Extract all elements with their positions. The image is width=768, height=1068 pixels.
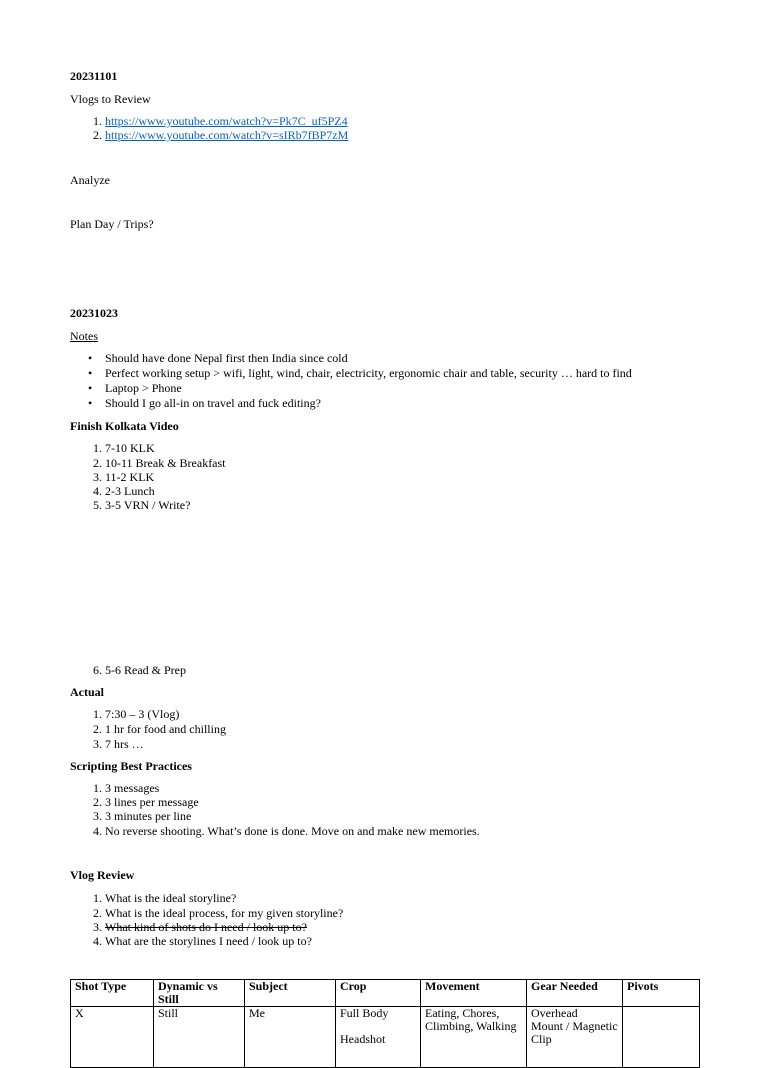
- analyze-text: Analyze: [70, 173, 110, 187]
- list-number: 2.: [93, 456, 102, 470]
- list-item: [93, 891, 237, 905]
- list-number: 1.: [93, 891, 102, 905]
- list-number: 2.: [93, 795, 102, 809]
- question-text: What is the ideal storyline?: [105, 891, 237, 905]
- vlog-review-heading: Vlog Review: [70, 868, 135, 882]
- gear-line: Overhead: [531, 1006, 578, 1020]
- practice-text: 3 lines per message: [105, 795, 199, 809]
- list-item: [93, 824, 480, 838]
- list-number: 3.: [93, 920, 102, 934]
- schedule-text: 5-6 Read & Prep: [105, 663, 186, 677]
- note-text: Perfect working setup > wifi, light, wind, chair, electricity, ergonomic chair and table, security … hard to find: [105, 366, 632, 380]
- cell-movement: [421, 1007, 527, 1068]
- list-number: 1.: [93, 707, 102, 721]
- list-item: [88, 396, 321, 410]
- bullet-icon: •: [88, 396, 93, 410]
- table-header-row: [71, 980, 700, 1007]
- schedule-text: 2-3 Lunch: [105, 484, 155, 498]
- question-text: What is the ideal process, for my given storyline?: [105, 906, 344, 920]
- movement-line: Climbing, Walking: [425, 1019, 517, 1033]
- list-number: 2.: [93, 906, 102, 920]
- list-number: 2.: [93, 128, 102, 142]
- list-item: [93, 737, 144, 751]
- vlogs-to-review-heading: Vlogs to Review: [70, 92, 151, 106]
- table-row: [71, 1007, 700, 1068]
- actual-text: 7:30 – 3 (Vlog): [105, 707, 180, 721]
- bullet-icon: •: [88, 351, 93, 365]
- list-item: [88, 381, 182, 395]
- schedule-text: 10-11 Break & Breakfast: [105, 456, 226, 470]
- list-number: 3.: [93, 737, 102, 751]
- cell-dynamic: Still: [154, 1007, 245, 1068]
- header-shot-type: Shot Type: [71, 980, 154, 1007]
- cell-crop: [336, 1007, 421, 1068]
- bullet-icon: •: [88, 366, 93, 380]
- list-number: 6.: [93, 663, 102, 677]
- crop-line: Headshot: [340, 1032, 386, 1046]
- question-text-struck: What kind of shots do I need / look up to?: [105, 920, 307, 934]
- schedule-text: 3-5 VRN / Write?: [105, 498, 191, 512]
- finish-kolkata-heading: Finish Kolkata Video: [70, 419, 179, 433]
- list-item: [93, 707, 180, 721]
- entry-date-20231101: 20231101: [70, 69, 118, 83]
- notes-heading: Notes: [70, 329, 98, 343]
- list-number: 1.: [93, 781, 102, 795]
- plan-day-text: Plan Day / Trips?: [70, 217, 154, 231]
- list-number: 3.: [93, 809, 102, 823]
- vlog-link-2[interactable]: https://www.youtube.com/watch?v=sIRb7fBP7zM: [105, 128, 349, 142]
- gear-line: Mount / Magnetic: [531, 1019, 618, 1033]
- cell-gear: [527, 1007, 623, 1068]
- list-item: [93, 934, 312, 948]
- list-item: [93, 795, 199, 809]
- question-text: What are the storylines I need / look up to?: [105, 934, 312, 948]
- entry-date-20231023: 20231023: [70, 306, 118, 320]
- list-number: 4.: [93, 484, 102, 498]
- header-movement: Movement: [421, 980, 527, 1007]
- list-item: [93, 484, 155, 498]
- cell-shot-type: X: [71, 1007, 154, 1068]
- list-number: 2.: [93, 722, 102, 736]
- list-number: 5.: [93, 498, 102, 512]
- list-item: [93, 722, 226, 736]
- list-number: 4.: [93, 934, 102, 948]
- header-gear-needed: Gear Needed: [527, 980, 623, 1007]
- list-item: [93, 114, 348, 128]
- list-item: [93, 441, 155, 455]
- actual-heading: Actual: [70, 685, 104, 699]
- gear-line: Clip: [531, 1032, 552, 1046]
- note-text: Laptop > Phone: [105, 381, 182, 395]
- note-text: Should have done Nepal first then India since cold: [105, 351, 348, 365]
- actual-text: 1 hr for food and chilling: [105, 722, 226, 736]
- practice-text: 3 messages: [105, 781, 160, 795]
- list-item: [93, 498, 191, 512]
- header-pivots: Pivots: [623, 980, 700, 1007]
- list-item: [93, 809, 192, 823]
- header-dynamic-vs-still: Dynamic vs Still: [154, 980, 245, 1007]
- cell-pivots: [623, 1007, 700, 1068]
- list-item: [93, 456, 226, 470]
- practice-text: No reverse shooting. What’s done is done. Move on and make new memories.: [105, 824, 480, 838]
- list-item: [93, 128, 349, 142]
- list-item: [93, 470, 155, 484]
- list-number: 3.: [93, 470, 102, 484]
- header-crop: Crop: [336, 980, 421, 1007]
- cell-subject: Me: [245, 1007, 336, 1068]
- list-number: 1.: [93, 114, 102, 128]
- practice-text: 3 minutes per line: [105, 809, 192, 823]
- list-number: 4.: [93, 824, 102, 838]
- vlog-link-1[interactable]: https://www.youtube.com/watch?v=Pk7C_uf5PZ4: [105, 114, 348, 128]
- crop-line: Full Body: [340, 1006, 389, 1020]
- schedule-text: 11-2 KLK: [105, 470, 155, 484]
- bullet-icon: •: [88, 381, 93, 395]
- movement-line: Eating, Chores,: [425, 1006, 500, 1020]
- list-item: [88, 366, 632, 380]
- list-item: [88, 351, 348, 365]
- actual-text: 7 hrs …: [105, 737, 144, 751]
- schedule-text: 7-10 KLK: [105, 441, 155, 455]
- list-item: [93, 663, 186, 677]
- note-text: Should I go all-in on travel and fuck editing?: [105, 396, 321, 410]
- header-subject: Subject: [245, 980, 336, 1007]
- list-item: [93, 906, 344, 920]
- list-number: 1.: [93, 441, 102, 455]
- list-item: [93, 781, 160, 795]
- scripting-heading: Scripting Best Practices: [70, 759, 192, 773]
- list-item: [93, 920, 307, 934]
